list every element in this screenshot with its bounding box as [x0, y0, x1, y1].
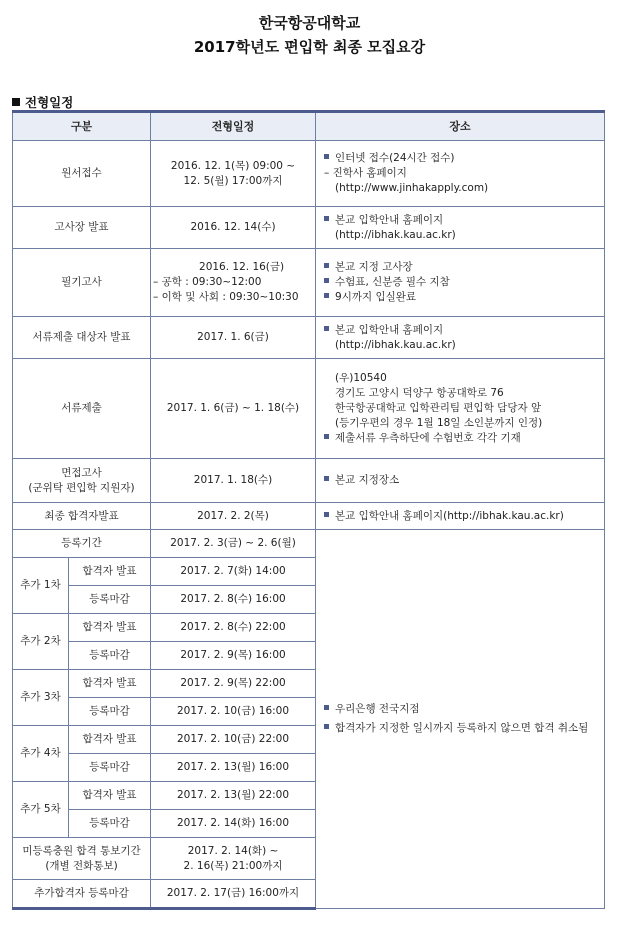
place-cell: (우)10540 경기도 고양시 덕양구 항공대학로 76 한국항공대학교 입학관리팀 편입학 담당자 앞 (등기우편의 경우 1월 18일 소인분까지 인정) 제출서류 우측하단에 수험번호 각각 기재 [316, 359, 605, 459]
schedule-cell: 2016. 12. 1(목) 09:00 ~ 12. 5(월) 17:00까지 [151, 141, 316, 207]
place-cell-merged: 우리은행 전국지점 합격자가 지정한 일시까지 등록하지 않으면 합격 취소됨 [316, 530, 605, 909]
place-cell: 본교 입학안내 홈페이지(http://ibhak.kau.ac.kr) [316, 503, 605, 530]
page-title-line2: 2017학년도 편입학 최종 모집요강 [193, 38, 426, 56]
bullet-icon [324, 278, 329, 283]
table-row [13, 249, 605, 317]
place-cell: 본교 입학안내 홈페이지 (http://ibhak.kau.ac.kr) [316, 207, 605, 249]
place-cell: 본교 지정장소 [316, 459, 605, 503]
schedule-cell: 2017. 2. 13(월) 22:00 [151, 782, 316, 810]
bullet-icon [324, 293, 329, 298]
schedule-cell: 2017. 2. 10(금) 22:00 [151, 726, 316, 754]
round-label: 추가 3차 [13, 670, 69, 726]
table-row [13, 317, 605, 359]
table-row [13, 359, 605, 459]
schedule-cell: 2017. 2. 3(금) ~ 2. 6(월) [151, 530, 316, 558]
schedule-cell: 2017. 2. 17(금) 16:00까지 [151, 880, 316, 909]
schedule-cell: 2017. 2. 13(월) 16:00 [151, 754, 316, 782]
column-header-place: 장소 [316, 112, 605, 141]
row-label: 필기고사 [13, 249, 151, 317]
bullet-icon [324, 724, 329, 729]
sub-label: 합격자 발표 [69, 726, 151, 754]
bullet-icon [324, 705, 329, 710]
section-title: 전형일정 [25, 95, 74, 110]
round-label: 추가 1차 [13, 558, 69, 614]
schedule-cell: 2017. 1. 6(금) ~ 1. 18(수) [151, 359, 316, 459]
schedule-cell: 2017. 1. 18(수) [151, 459, 316, 503]
bullet-icon [324, 326, 329, 331]
sub-label: 합격자 발표 [69, 670, 151, 698]
sub-label: 등록마감 [69, 586, 151, 614]
sub-label: 합격자 발표 [69, 614, 151, 642]
schedule-cell: 2017. 2. 8(수) 16:00 [151, 586, 316, 614]
bullet-icon [324, 434, 329, 439]
bullet-icon [324, 263, 329, 268]
schedule-cell: 2017. 2. 2(목) [151, 503, 316, 530]
bullet-icon [324, 154, 329, 159]
row-label: 원서접수 [13, 141, 151, 207]
round-label: 추가 5차 [13, 782, 69, 838]
row-label: 고사장 발표 [13, 207, 151, 249]
schedule-cell: 2017. 2. 9(목) 22:00 [151, 670, 316, 698]
table-row [13, 141, 605, 207]
schedule-table [12, 110, 605, 910]
row-label: 추가합격자 등록마감 [13, 880, 151, 909]
schedule-cell: 2016. 12. 14(수) [151, 207, 316, 249]
place-cell: 인터넷 접수(24시간 접수) – 진학사 홈페이지 (http://www.jinhakapply.com) [316, 141, 605, 207]
table-row [13, 207, 605, 249]
square-bullet-icon [12, 98, 20, 106]
schedule-cell: 2017. 2. 14(화) ~ 2. 16(목) 21:00까지 [151, 838, 316, 880]
round-label: 추가 2차 [13, 614, 69, 670]
section-heading [12, 93, 73, 111]
schedule-cell: 2017. 2. 7(화) 14:00 [151, 558, 316, 586]
row-label: 면접고사 (군위탁 편입학 지원자) [13, 459, 151, 503]
schedule-cell: 2017. 2. 9(목) 16:00 [151, 642, 316, 670]
row-label: 서류제출 [13, 359, 151, 459]
sub-label: 등록마감 [69, 698, 151, 726]
bullet-icon [324, 216, 329, 221]
sub-label: 합격자 발표 [69, 558, 151, 586]
schedule-cell: 2017. 2. 8(수) 22:00 [151, 614, 316, 642]
row-label: 등록기간 [13, 530, 151, 558]
sub-label: 등록마감 [69, 642, 151, 670]
row-label: 서류제출 대상자 발표 [13, 317, 151, 359]
bullet-icon [324, 476, 329, 481]
place-cell: 본교 입학안내 홈페이지 (http://ibhak.kau.ac.kr) [316, 317, 605, 359]
place-cell: 본교 지정 고사장 수험표, 신분증 필수 지참 9시까지 입실완료 [316, 249, 605, 317]
table-header-row [13, 112, 605, 141]
table-row [13, 530, 605, 558]
sub-label: 등록마감 [69, 810, 151, 838]
row-label: 미등록충원 합격 통보기간 (개별 전화통보) [13, 838, 151, 880]
sub-label: 등록마감 [69, 754, 151, 782]
row-label: 최종 합격자발표 [13, 503, 151, 530]
column-header-category: 구분 [13, 112, 151, 141]
schedule-cell: 2016. 12. 16(금) – 공학 : 09:30~12:00 – 이학 및 사회 : 09:30~10:30 [151, 249, 316, 317]
column-header-schedule: 전형일정 [151, 112, 316, 141]
round-label: 추가 4차 [13, 726, 69, 782]
page-title-line1: 한국항공대학교 [258, 14, 361, 32]
bullet-icon [324, 512, 329, 517]
table-row [13, 459, 605, 503]
table-row [13, 503, 605, 530]
schedule-cell: 2017. 2. 10(금) 16:00 [151, 698, 316, 726]
schedule-cell: 2017. 1. 6(금) [151, 317, 316, 359]
schedule-cell: 2017. 2. 14(화) 16:00 [151, 810, 316, 838]
sub-label: 합격자 발표 [69, 782, 151, 810]
